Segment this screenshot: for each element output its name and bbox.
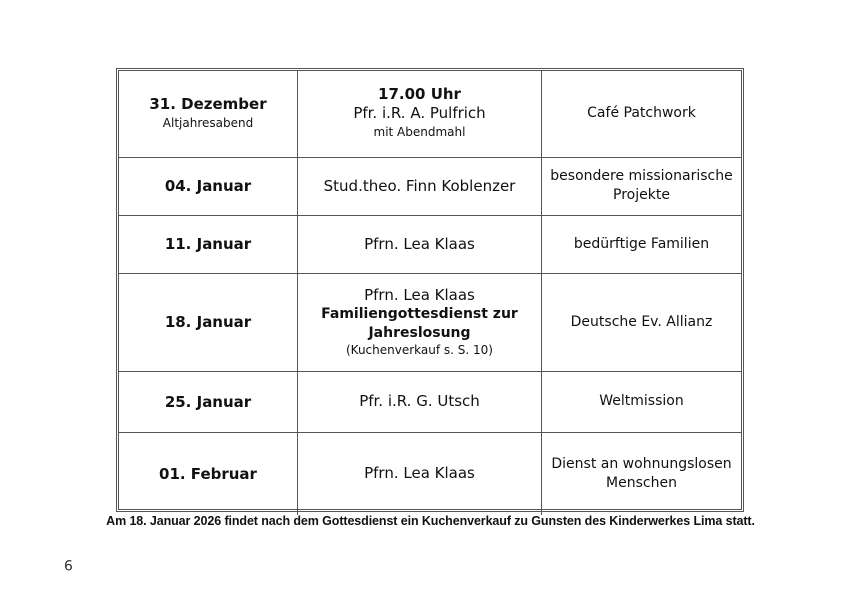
preacher: Pfr. i.R. A. Pulfrich bbox=[353, 104, 486, 123]
collection-cell bbox=[542, 432, 742, 515]
date: 01. Februar bbox=[159, 464, 257, 483]
preacher-cell bbox=[298, 215, 542, 273]
date-cell bbox=[119, 215, 298, 273]
collection-cell bbox=[542, 157, 742, 215]
collection-cell: Café Patchwork bbox=[542, 71, 742, 157]
collection-cell: Weltmission bbox=[542, 371, 742, 432]
date: 25. Januar bbox=[164, 392, 252, 411]
service-type: Jahreslosung bbox=[368, 325, 471, 341]
date-subtitle: Altjahresabend bbox=[162, 116, 254, 131]
collection-line: besondere missionarische bbox=[550, 168, 733, 184]
preacher-cell bbox=[298, 157, 542, 215]
footnote: Am 18. Januar 2026 findet nach dem Gottesdienst ein Kuchenverkauf zu Gunsten des Kinderwerkes Lima statt. bbox=[106, 514, 755, 528]
date-cell bbox=[119, 432, 298, 515]
page-number: 9 bbox=[64, 556, 73, 572]
schedule-row bbox=[119, 157, 741, 215]
preacher-cell bbox=[298, 432, 542, 515]
preacher: Pfr. i.R. G. Utsch bbox=[359, 392, 480, 410]
date-cell bbox=[119, 371, 298, 432]
preacher: Stud.theo. Finn Koblenzer bbox=[323, 176, 516, 195]
collection-line: Dienst an wohnungslosen bbox=[551, 455, 732, 472]
service-type: Familiengottesdienst zur bbox=[321, 306, 518, 322]
collection-line: Menschen bbox=[606, 474, 677, 491]
preacher-note: mit Abendmahl bbox=[373, 125, 466, 140]
service-schedule-table bbox=[116, 68, 744, 512]
preacher-cell bbox=[298, 273, 542, 371]
date: 31. Dezember bbox=[149, 95, 267, 114]
collection-line: Projekte bbox=[613, 187, 670, 203]
schedule-row bbox=[119, 432, 741, 515]
preacher: Pfrn. Lea Klaas bbox=[364, 464, 475, 483]
schedule-row bbox=[119, 371, 741, 432]
preacher: Pfrn. Lea Klaas bbox=[364, 234, 475, 253]
schedule-row bbox=[119, 215, 741, 273]
service-note: (Kuchenverkauf s. S. 10) bbox=[346, 343, 493, 357]
date: 04. Januar bbox=[164, 177, 252, 195]
date-cell bbox=[119, 71, 298, 157]
date-cell bbox=[119, 157, 298, 215]
service-time: 17.00 Uhr bbox=[378, 85, 461, 104]
collection-cell: Deutsche Ev. Allianz bbox=[542, 273, 742, 371]
collection-cell: bedürftige Familien bbox=[542, 215, 742, 273]
preacher: Pfrn. Lea Klaas bbox=[364, 286, 475, 304]
schedule-row bbox=[119, 273, 741, 371]
preacher-cell bbox=[298, 71, 542, 157]
date: 18. Januar bbox=[164, 313, 252, 331]
date-cell bbox=[119, 273, 298, 371]
schedule-row bbox=[119, 71, 741, 157]
date: 11. Januar bbox=[164, 235, 252, 253]
preacher-cell bbox=[298, 371, 542, 432]
